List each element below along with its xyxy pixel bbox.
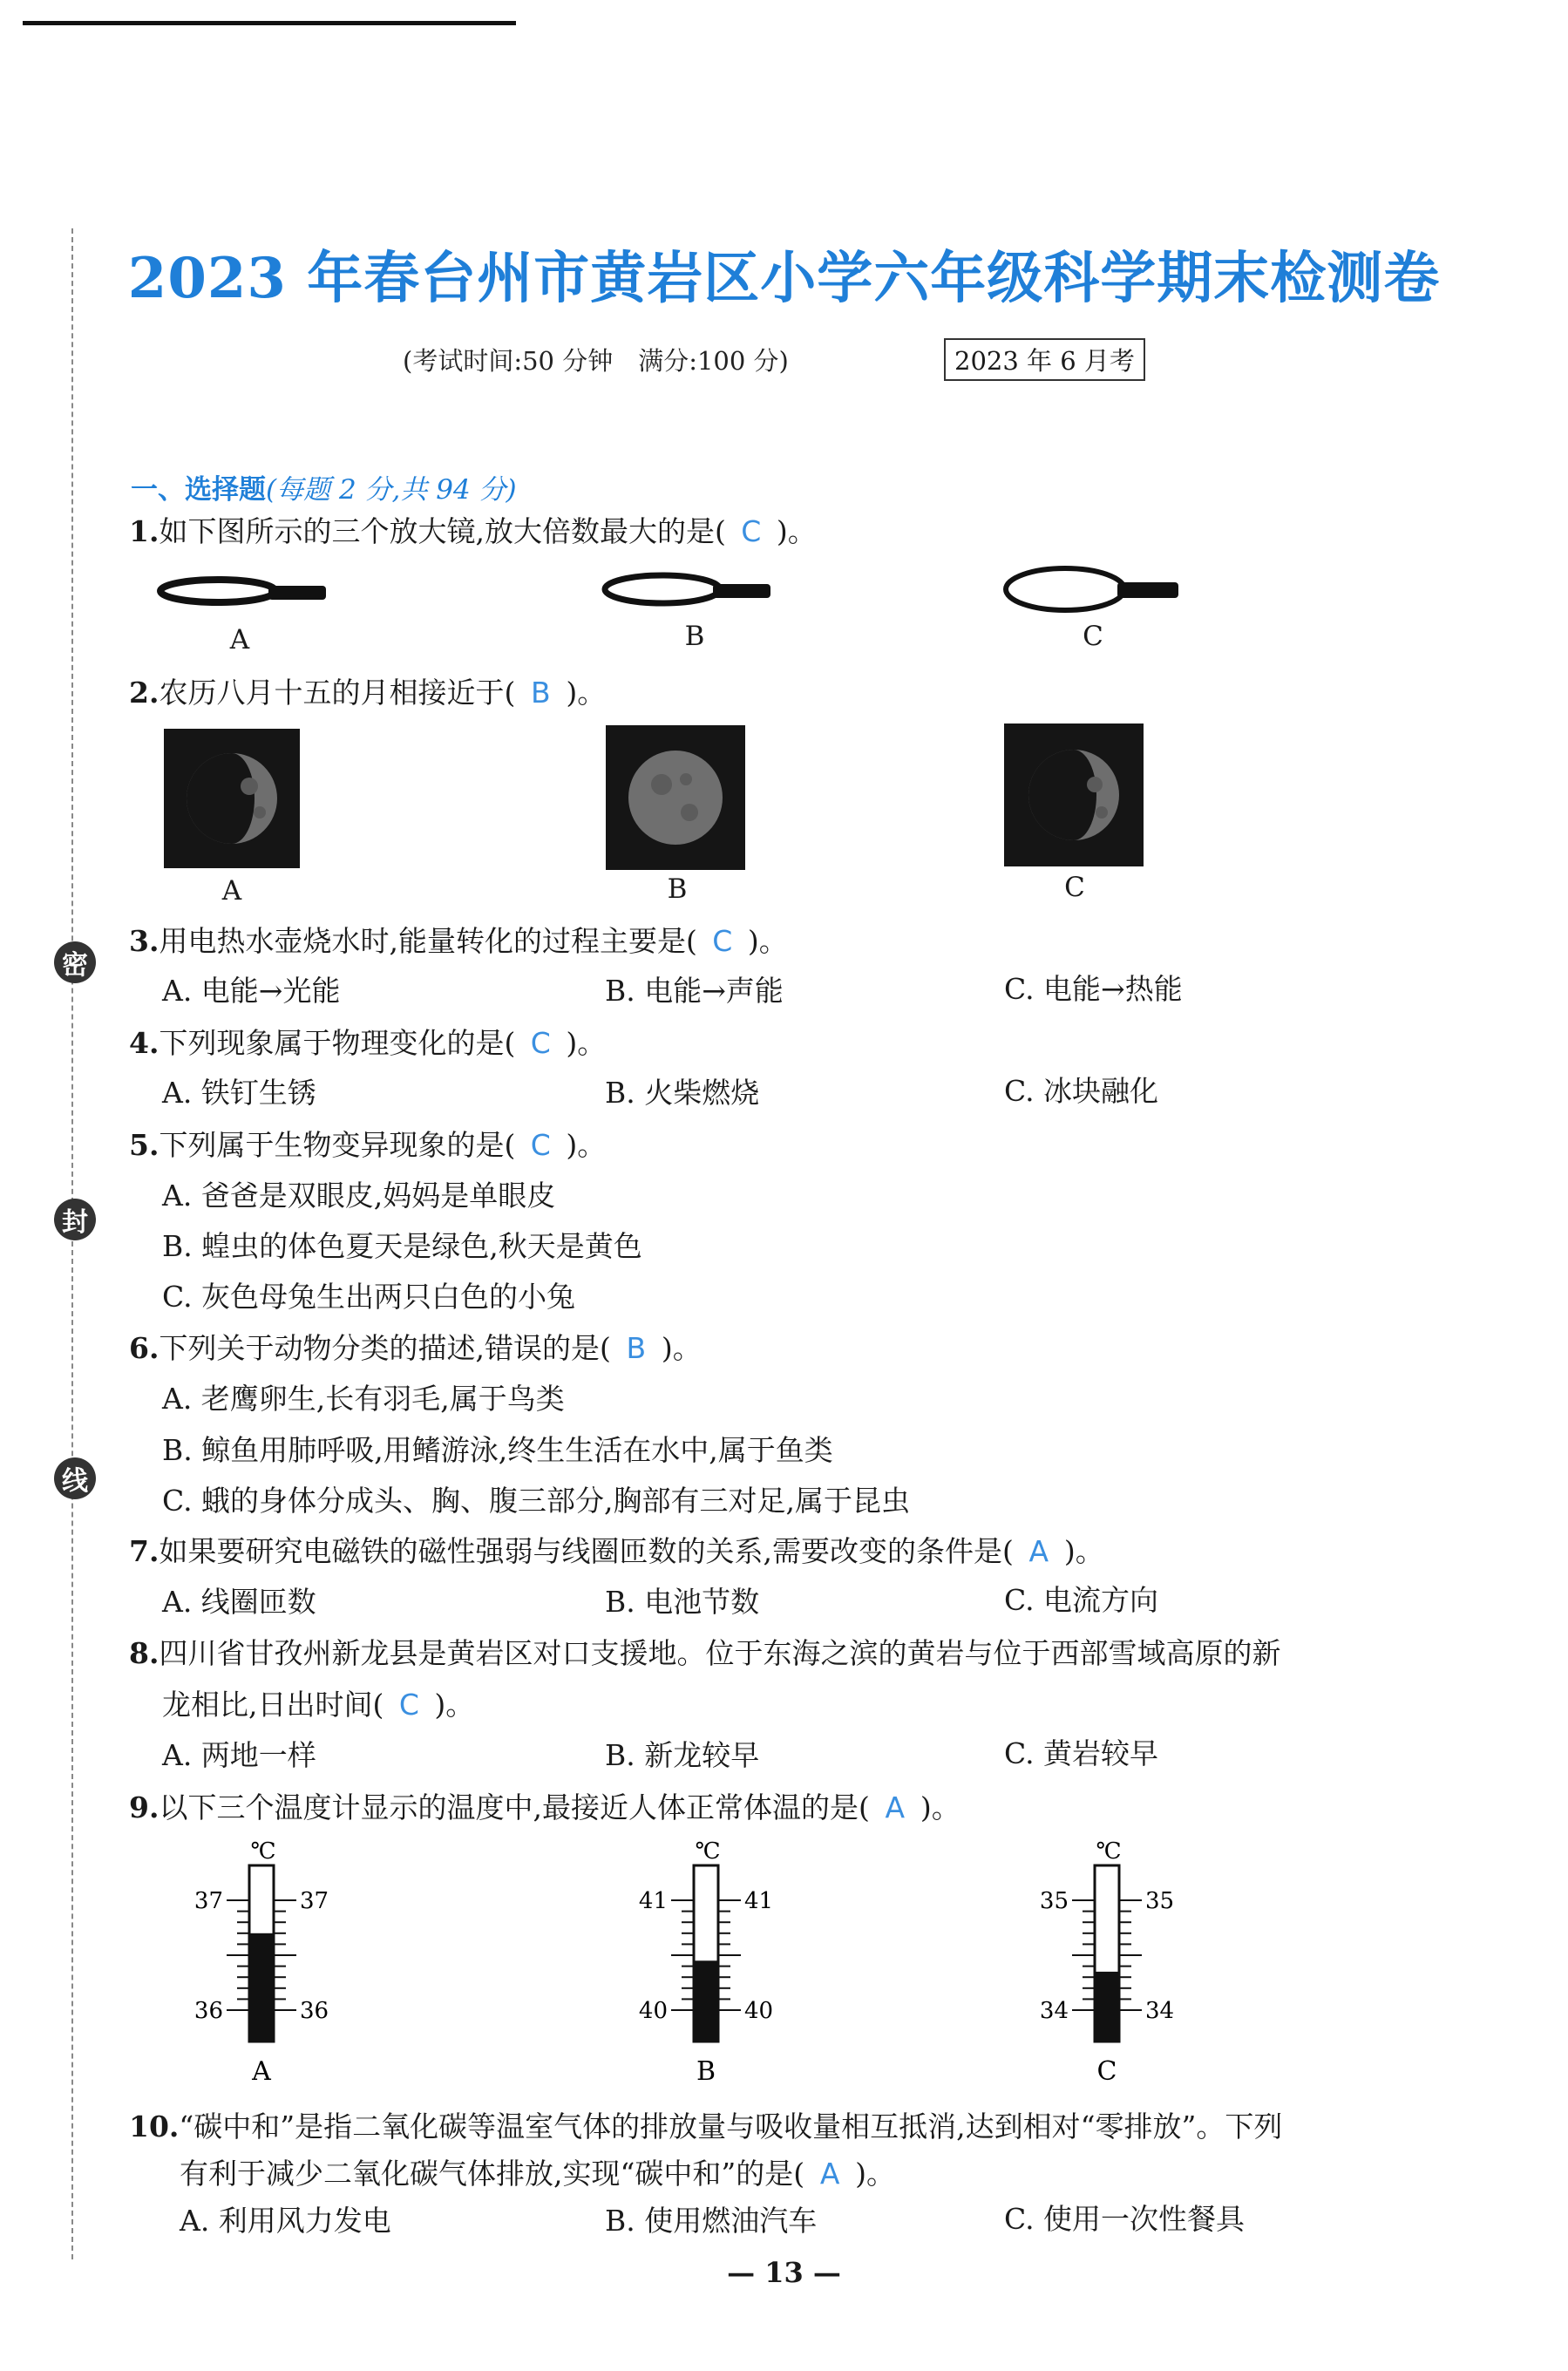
scale-label-right: 36 [300, 1998, 329, 2024]
question-8 [129, 1636, 1280, 1671]
question-text: 下列关于动物分类的描述,错误的是( [159, 1331, 611, 1365]
question-number: 6. [129, 1331, 160, 1365]
section-note: (每题 2 分,共 94 分) [266, 474, 517, 506]
answer-mark: C [712, 924, 733, 958]
page-number: — 13 — [727, 2256, 841, 2289]
question-number: 4. [129, 1026, 160, 1060]
thermometer-liquid [1096, 1972, 1118, 2042]
question-end: )。 [1063, 1534, 1104, 1568]
thermometer-unit: ℃ [695, 1839, 721, 1865]
option-c: C. 使用一次性餐具 [1004, 2202, 1246, 2236]
scale-label-right: 40 [744, 1998, 774, 2024]
thermometer-liquid [695, 1960, 717, 2042]
option-b: B. 蝗虫的体色夏天是绿色,秋天是黄色 [162, 1229, 642, 1263]
question-end: )。 [566, 1128, 607, 1162]
question-number: 1. [129, 514, 160, 548]
question-number: 5. [129, 1128, 160, 1162]
question-end: )。 [920, 1790, 960, 1824]
thermometer-label: A [252, 2056, 271, 2087]
option-label-b: B [684, 621, 705, 652]
magnifier-a-icon [157, 567, 331, 619]
question-7 [129, 1534, 1104, 1569]
option-c: C. 电流方向 [1004, 1583, 1159, 1617]
scale-label-right: 35 [1145, 1888, 1175, 1914]
question-end: )。 [776, 514, 817, 548]
exam-date-box: 2023 年 6 月考 [944, 338, 1145, 381]
answer-mark: A [885, 1790, 906, 1824]
option-a: A. 两地一样 [162, 1738, 316, 1772]
question-end: )。 [434, 1688, 475, 1722]
question-6 [129, 1331, 702, 1366]
question-end: )。 [855, 2157, 895, 2191]
option-a: A. 铁钉生锈 [162, 1076, 316, 1110]
question-9 [129, 1790, 960, 1825]
question-text: 如果要研究电磁铁的磁性强弱与线圈匝数的关系,需要改变的条件是( [159, 1534, 1014, 1568]
question-end: )。 [661, 1331, 702, 1365]
option-a: A. 爸爸是双眼皮,妈妈是单眼皮 [162, 1179, 556, 1213]
question-1 [129, 514, 817, 549]
option-a: A. 电能→光能 [162, 974, 341, 1008]
scale-label-left: 36 [193, 1998, 223, 2024]
thermometer-unit: ℃ [1096, 1839, 1122, 1865]
seal-xian: 线 [54, 1457, 96, 1499]
question-text: “碳中和”是指二氧化碳等温室气体的排放量与吸收量相互抵消,达到相对“零排放”。下列 [179, 2109, 1283, 2143]
question-text: 农历八月十五的月相接近于( [159, 676, 516, 710]
option-b: B. 火柴燃烧 [605, 1076, 760, 1110]
question-2 [129, 676, 606, 710]
answer-mark: C [741, 514, 762, 548]
thermometer-b [610, 1839, 819, 2101]
thermometer-label: C [1096, 2056, 1117, 2087]
binding-margin-line [71, 228, 73, 2259]
option-a: A. 利用风力发电 [180, 2204, 391, 2238]
thermometer-c [1011, 1839, 1220, 2101]
question-text: 下列属于生物变异现象的是( [159, 1128, 516, 1162]
question-number: 9. [129, 1790, 160, 1824]
question-text: 龙相比,日出时间( [162, 1688, 384, 1722]
option-label-b: B [667, 873, 688, 905]
question-5 [129, 1128, 606, 1163]
scale-label-left: 41 [638, 1888, 668, 1914]
answer-mark: C [530, 1128, 551, 1162]
question-text: 以下三个温度计显示的温度中,最接近人体正常体温的是( [159, 1790, 870, 1824]
question-8-line-2 [162, 1688, 474, 1722]
option-c: C. 冰块融化 [1004, 1074, 1159, 1108]
thermometer-liquid [250, 1933, 273, 2042]
option-b: B. 使用燃油汽车 [605, 2204, 818, 2238]
question-text: 四川省甘孜州新龙县是黄岩区对口支援地。位于东海之滨的黄岩与位于西部雪域高原的新 [159, 1636, 1281, 1670]
answer-mark: C [530, 1026, 551, 1060]
option-c: C. 蛾的身体分成头、胸、腹三部分,胸部有三对足,属于昆虫 [162, 1484, 911, 1518]
question-text: 有利于减少二氧化碳气体排放,实现“碳中和”的是( [180, 2157, 805, 2191]
question-3 [129, 924, 788, 959]
option-label-c: C [1064, 872, 1085, 903]
question-number: 2. [129, 676, 160, 710]
top-rule [23, 21, 516, 25]
scale-label-right: 41 [744, 1888, 774, 1914]
question-end: )。 [566, 1026, 607, 1060]
question-text: 如下图所示的三个放大镜,放大倍数最大的是( [159, 514, 726, 548]
option-b: B. 鲸鱼用肺呼吸,用鳍游泳,终生生活在水中,属于鱼类 [162, 1433, 833, 1467]
question-4 [129, 1026, 606, 1061]
moon-phase-a [164, 729, 300, 868]
scale-label-left: 37 [193, 1888, 223, 1914]
question-text: 用电热水壶烧水时,能量转化的过程主要是( [159, 924, 697, 958]
option-c: C. 灰色母兔生出两只白色的小兔 [162, 1280, 576, 1314]
seal-mi: 密 [54, 941, 96, 983]
question-number: 7. [129, 1534, 160, 1568]
scale-label-right: 34 [1145, 1998, 1175, 2024]
option-a: A. 老鹰卵生,长有羽毛,属于鸟类 [162, 1382, 565, 1416]
question-10-line-2 [180, 2157, 895, 2191]
question-number: 3. [129, 924, 160, 958]
page-title: 2023 年春台州市黄岩区小学六年级科学期末检测卷 [127, 246, 1441, 311]
option-b: B. 新龙较早 [605, 1738, 760, 1772]
scale-label-left: 35 [1039, 1888, 1069, 1914]
question-end: )。 [747, 924, 788, 958]
section-title: 一、选择题 [131, 474, 266, 506]
question-end: )。 [566, 676, 607, 710]
magnifier-b-icon [601, 565, 776, 617]
question-10 [129, 2109, 1282, 2144]
exam-info: (考试时间:50 分钟 满分:100 分) [403, 346, 789, 376]
scale-label-left: 34 [1039, 1998, 1069, 2024]
option-b: B. 电池节数 [605, 1585, 760, 1619]
option-c: C. 黄岩较早 [1004, 1736, 1159, 1770]
scale-label-right: 37 [300, 1888, 329, 1914]
option-c: C. 电能→热能 [1004, 972, 1183, 1006]
answer-mark: B [531, 676, 551, 710]
option-label-c: C [1083, 621, 1103, 652]
thermometer-a [166, 1839, 375, 2101]
moon-phase-b [606, 725, 745, 870]
answer-mark: C [398, 1688, 419, 1722]
seal-feng: 封 [54, 1199, 96, 1240]
magnifier-c-icon [1002, 560, 1185, 617]
question-text: 下列现象属于物理变化的是( [159, 1026, 516, 1060]
answer-mark: B [626, 1331, 647, 1365]
option-label-a: A [229, 624, 250, 656]
thermometer-label: B [696, 2056, 716, 2087]
question-number: 8. [129, 1636, 160, 1670]
moon-phase-c [1004, 724, 1144, 866]
scale-label-left: 40 [638, 1998, 668, 2024]
answer-mark: A [819, 2157, 840, 2191]
section-heading [131, 467, 517, 506]
answer-mark: A [1028, 1534, 1049, 1568]
question-number: 10. [129, 2109, 180, 2143]
option-b: B. 电能→声能 [605, 974, 784, 1008]
thermometer-unit: ℃ [250, 1839, 276, 1865]
option-a: A. 线圈匝数 [162, 1585, 316, 1619]
option-label-a: A [221, 875, 242, 907]
